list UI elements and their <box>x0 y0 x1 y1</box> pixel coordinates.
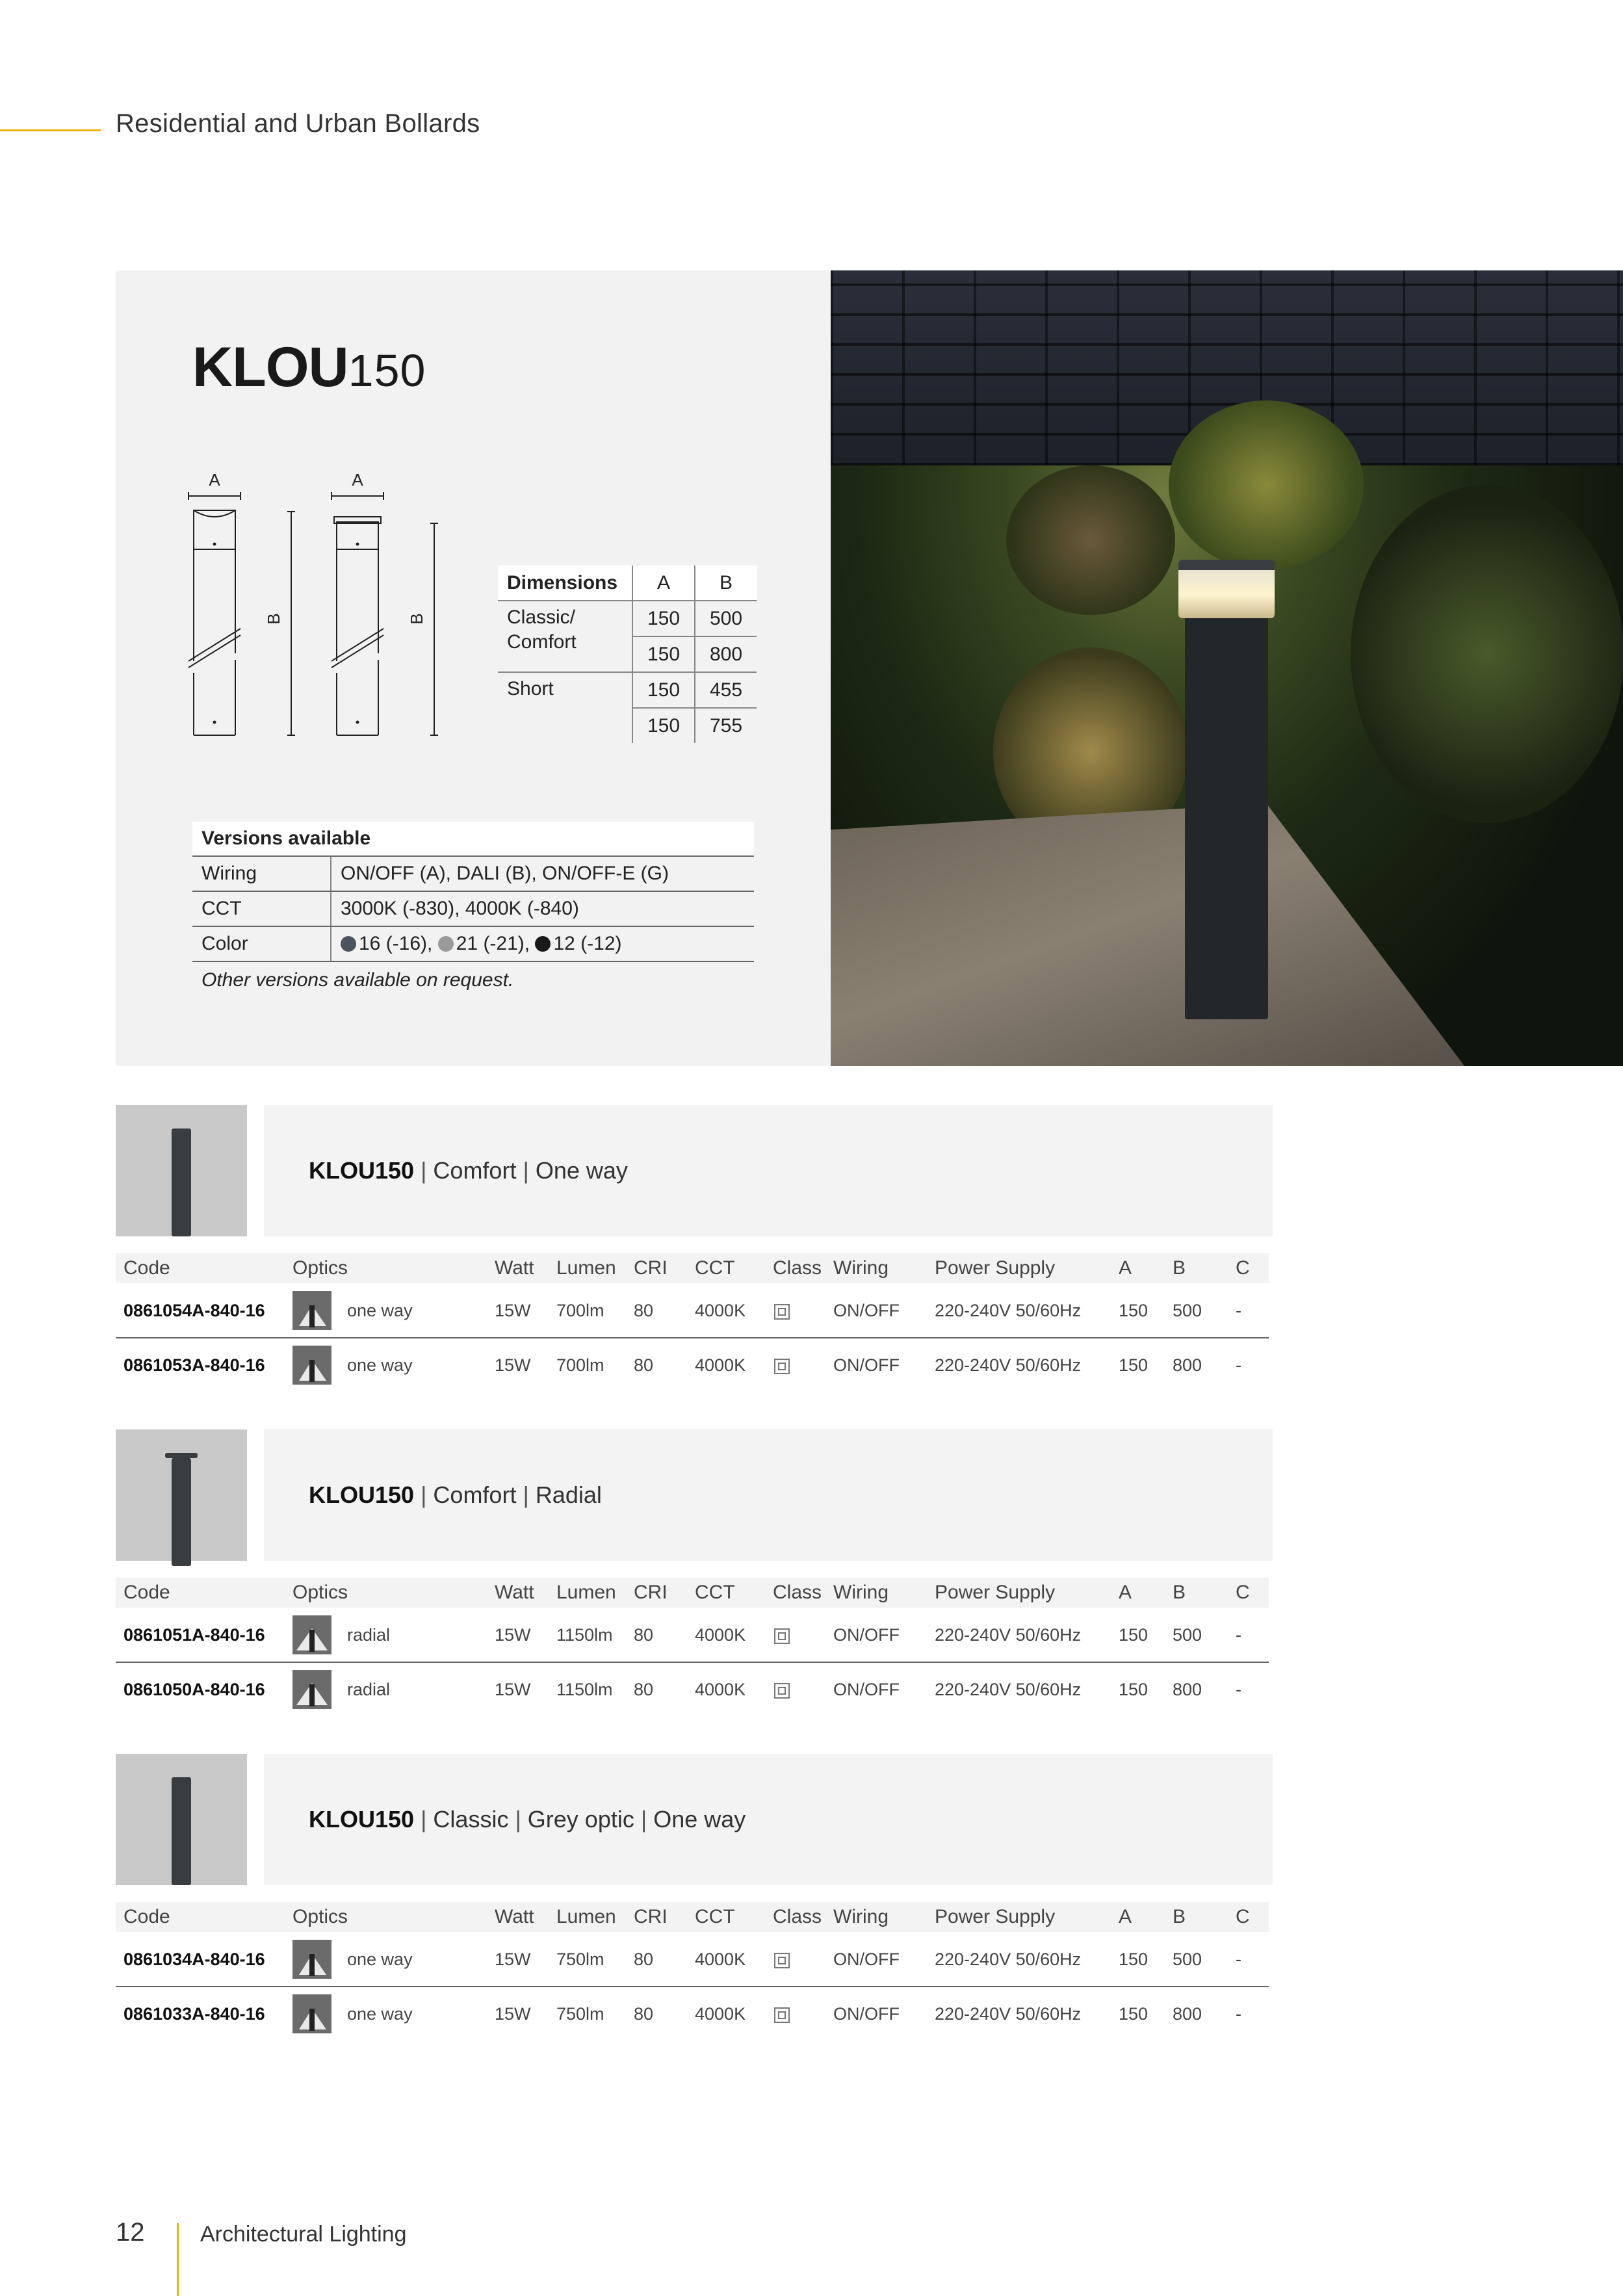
spec-column-header: CRI <box>634 1257 668 1279</box>
spec-column-header: Code <box>123 1257 170 1279</box>
page-number: 12 <box>116 2218 145 2247</box>
spec-column-header: Optics <box>292 1257 348 1279</box>
footer-text: Architectural Lighting <box>200 2222 407 2247</box>
spec-cell: 80 <box>634 1355 654 1375</box>
spec-column-header: CCT <box>695 1906 735 1927</box>
spec-cell: 4000K <box>695 1625 746 1645</box>
spec-cell: 15W <box>495 1950 531 1969</box>
class-ii-icon <box>774 1304 790 1320</box>
spec-cell: 150 <box>1119 1301 1149 1320</box>
shrub <box>1006 465 1175 615</box>
section-title-product: KLOU150 <box>309 1157 415 1184</box>
spec-row <box>116 1283 1269 1338</box>
spec-cell: 500 <box>1173 1950 1202 1969</box>
spec-cell: 700lm <box>556 1355 604 1375</box>
dim-group-label: Short <box>507 678 554 699</box>
spec-column-header: Power Supply <box>935 1582 1056 1603</box>
spec-column-header: CCT <box>695 1257 735 1279</box>
spec-cell: 700lm <box>556 1301 604 1320</box>
spec-cell: 150 <box>1119 1625 1149 1645</box>
spec-column-header: Wiring <box>833 1906 889 1927</box>
spec-column-header: Watt <box>495 1257 534 1279</box>
dim-label-a: A <box>352 470 363 489</box>
spec-cell: 220-240V 50/60Hz <box>935 1355 1082 1375</box>
spec-column-header: A <box>1119 1257 1132 1279</box>
spec-cell: 220-240V 50/60Hz <box>935 1625 1082 1645</box>
spec-cell: - <box>1236 1625 1241 1645</box>
spec-cell: 750lm <box>556 1950 604 1969</box>
spec-cell: - <box>1236 1680 1241 1699</box>
section-title-part: Classic <box>433 1806 509 1833</box>
spec-cell: ON/OFF <box>833 1950 900 1969</box>
dimensions-table <box>498 566 757 743</box>
title-separator: | <box>640 1806 647 1833</box>
product-title: KLOU150 <box>192 336 426 398</box>
spec-cell: 1150lm <box>556 1625 613 1645</box>
versions-note: Other versions available on request. <box>201 969 514 991</box>
spec-cell: ON/OFF <box>833 2004 900 2024</box>
section-title <box>309 1481 602 1509</box>
dim-cell: 755 <box>695 708 757 743</box>
dimension-drawing <box>182 465 455 744</box>
spec-column-header: Power Supply <box>935 1906 1056 1927</box>
color-label: 21 (-21), <box>456 933 530 954</box>
bollard-thumbnail <box>172 1777 191 1885</box>
spec-cell: - <box>1236 1355 1241 1375</box>
section-title <box>309 1157 628 1184</box>
spec-column-header: Power Supply <box>935 1257 1056 1279</box>
spec-column-header: Watt <box>495 1582 534 1603</box>
spec-cell: 80 <box>634 1625 654 1645</box>
versions-row <box>192 857 754 892</box>
color-options <box>331 927 622 961</box>
product-photo <box>831 270 1623 1066</box>
spec-table-header <box>116 1902 1269 1932</box>
versions-row <box>192 892 754 927</box>
spec-column-header: Lumen <box>556 1582 616 1603</box>
class-ii-icon <box>774 2007 790 2023</box>
section-title <box>309 1806 746 1833</box>
spec-cell: 220-240V 50/60Hz <box>935 1680 1082 1699</box>
optic-label: one way <box>347 1355 413 1375</box>
header-accent-line <box>0 129 101 131</box>
color-swatch <box>438 936 454 952</box>
spec-row <box>116 1608 1269 1662</box>
versions-key: Wiring <box>192 857 331 891</box>
spec-column-header: Lumen <box>556 1906 616 1927</box>
spec-cell: ON/OFF <box>833 1301 900 1320</box>
spec-column-header: B <box>1173 1257 1186 1279</box>
spec-cell: 4000K <box>695 1301 746 1320</box>
spec-row <box>116 1338 1269 1392</box>
spec-column-header: CRI <box>634 1906 668 1927</box>
spec-column-header: C <box>1236 1582 1250 1603</box>
spec-cell: 15W <box>495 1680 531 1699</box>
spec-column-header: Optics <box>292 1906 348 1927</box>
section-title-product: KLOU150 <box>309 1481 415 1508</box>
shrub <box>1351 485 1623 823</box>
product-code: 0861033A-840-16 <box>123 2004 265 2024</box>
dim-label-b: B <box>407 613 426 625</box>
spec-column-header: Class <box>773 1906 822 1927</box>
spec-column-header: Class <box>773 1257 822 1279</box>
spec-cell: 800 <box>1173 1680 1202 1699</box>
spec-cell: 15W <box>495 1625 531 1645</box>
dim-cell: 150 <box>632 708 695 743</box>
color-swatch <box>341 936 356 952</box>
spec-column-header: Watt <box>495 1906 534 1927</box>
bollard-thumbnail <box>172 1128 191 1236</box>
spec-cell: 500 <box>1173 1301 1202 1320</box>
title-separator: | <box>421 1806 427 1833</box>
product-code: 0861053A-840-16 <box>123 1355 265 1375</box>
spec-cell: 150 <box>1119 1950 1149 1969</box>
section-title-part: Grey optic <box>527 1806 634 1833</box>
spec-cell: 150 <box>1119 2004 1149 2024</box>
dim-cell: 500 <box>695 601 757 636</box>
spec-column-header: C <box>1236 1257 1250 1279</box>
bollard-cap <box>165 1453 198 1458</box>
spec-cell: 150 <box>1119 1355 1149 1375</box>
spec-cell: 4000K <box>695 1950 746 1969</box>
class-ii-icon <box>774 1628 790 1644</box>
spec-column-header: A <box>1119 1582 1132 1603</box>
section-title-part: Radial <box>535 1481 602 1508</box>
optic-icon <box>292 1291 331 1330</box>
spec-column-header: Wiring <box>833 1257 889 1279</box>
spec-column-header: C <box>1236 1906 1250 1927</box>
class-ii-icon <box>774 1953 790 1968</box>
bollard-body <box>1185 564 1268 1019</box>
dim-cell: 455 <box>695 672 757 708</box>
title-separator: | <box>523 1157 529 1184</box>
optic-icon <box>292 1670 331 1709</box>
spec-cell: 220-240V 50/60Hz <box>935 1301 1082 1320</box>
versions-key: CCT <box>192 892 331 926</box>
spec-cell: ON/OFF <box>833 1355 900 1375</box>
bollard-light-head <box>1178 560 1275 618</box>
dim-cell: 150 <box>632 672 695 708</box>
dim-group-label: Classic/ Comfort <box>498 601 632 672</box>
spec-column-header: A <box>1119 1906 1132 1927</box>
spec-cell: 15W <box>495 1301 531 1320</box>
title-separator: | <box>515 1806 521 1833</box>
shrub <box>1169 400 1364 569</box>
optic-icon <box>292 1994 331 2033</box>
page-header-title: Residential and Urban Bollards <box>116 109 480 138</box>
section-thumbnail <box>116 1105 247 1236</box>
spec-cell: 800 <box>1173 1355 1202 1375</box>
section-title-part: One way <box>653 1806 746 1833</box>
dim-label-b: B <box>264 613 283 625</box>
product-code: 0861050A-840-16 <box>123 1680 265 1699</box>
section-thumbnail <box>116 1429 247 1561</box>
versions-title: Versions available <box>192 822 754 857</box>
section-title-part: Comfort <box>433 1157 517 1184</box>
spec-cell: 80 <box>634 1301 654 1320</box>
footer-accent-line <box>177 2223 179 2296</box>
class-ii-icon <box>774 1683 790 1699</box>
optic-label: radial <box>347 1680 391 1699</box>
dim-cell: 150 <box>632 636 695 672</box>
spec-cell: - <box>1236 2004 1241 2024</box>
section-title-part: One way <box>535 1157 628 1184</box>
color-label: 16 (-16), <box>359 933 433 954</box>
spec-column-header: CRI <box>634 1582 668 1603</box>
spec-cell: 80 <box>634 1950 654 1969</box>
spec-table-header <box>116 1253 1269 1283</box>
spec-cell: 800 <box>1173 2004 1202 2024</box>
optic-label: one way <box>347 1301 413 1320</box>
spec-column-header: Optics <box>292 1582 348 1603</box>
bollard-thumbnail <box>172 1458 191 1566</box>
spec-column-header: B <box>1173 1906 1186 1927</box>
spec-column-header: Code <box>123 1582 170 1603</box>
spec-cell: 220-240V 50/60Hz <box>935 1950 1082 1969</box>
spec-row <box>116 1932 1269 1987</box>
spec-cell: 4000K <box>695 1680 746 1699</box>
optic-label: one way <box>347 2004 413 2024</box>
optic-icon <box>292 1615 331 1654</box>
dim-cell: 150 <box>632 601 695 636</box>
spec-row <box>116 1987 1269 2041</box>
dim-header: Dimensions <box>498 566 632 601</box>
spec-column-header: CCT <box>695 1582 735 1603</box>
spec-column-header: Code <box>123 1906 170 1927</box>
dim-label-a: A <box>209 470 220 489</box>
optic-label: one way <box>347 1950 413 1969</box>
product-code: 0861034A-840-16 <box>123 1950 265 1969</box>
spec-column-header: Lumen <box>556 1257 616 1279</box>
title-separator: | <box>523 1481 529 1508</box>
versions-key: Color <box>192 927 331 961</box>
spec-column-header: Wiring <box>833 1582 889 1603</box>
versions-row <box>192 927 754 962</box>
optic-icon <box>292 1346 331 1385</box>
versions-table <box>192 822 754 998</box>
title-separator: | <box>421 1157 427 1184</box>
class-ii-icon <box>774 1359 790 1374</box>
spec-cell: ON/OFF <box>833 1680 900 1699</box>
spec-cell: 80 <box>634 2004 654 2024</box>
section-title-product: KLOU150 <box>309 1806 415 1833</box>
title-separator: | <box>421 1481 427 1508</box>
versions-value: ON/OFF (A), DALI (B), ON/OFF-E (G) <box>341 863 669 884</box>
versions-value: 3000K (-830), 4000K (-840) <box>341 898 579 919</box>
spec-cell: 750lm <box>556 2004 604 2024</box>
spec-row <box>116 1662 1269 1717</box>
dim-cell: 800 <box>695 636 757 672</box>
spec-cell: 80 <box>634 1680 654 1699</box>
spec-cell: 500 <box>1173 1625 1202 1645</box>
section-thumbnail <box>116 1754 247 1885</box>
dim-header: A <box>632 566 695 601</box>
optic-label: radial <box>347 1625 391 1645</box>
spec-cell: 220-240V 50/60Hz <box>935 2004 1082 2024</box>
spec-cell: 15W <box>495 1355 531 1375</box>
spec-cell: 150 <box>1119 1680 1149 1699</box>
spec-column-header: B <box>1173 1582 1186 1603</box>
spec-cell: 1150lm <box>556 1680 613 1699</box>
spec-cell: 4000K <box>695 1355 746 1375</box>
spec-cell: - <box>1236 1301 1241 1320</box>
spec-cell: 15W <box>495 2004 531 2024</box>
optic-icon <box>292 1940 331 1979</box>
section-title-part: Comfort <box>433 1481 517 1508</box>
product-code: 0861051A-840-16 <box>123 1625 265 1645</box>
spec-table-header <box>116 1578 1269 1608</box>
color-label: 12 (-12) <box>553 933 622 954</box>
spec-cell: - <box>1236 1950 1241 1969</box>
spec-cell: 4000K <box>695 2004 746 2024</box>
color-swatch <box>535 936 551 952</box>
spec-cell: ON/OFF <box>833 1625 900 1645</box>
spec-column-header: Class <box>773 1582 822 1603</box>
dim-header: B <box>695 566 757 601</box>
product-code: 0861054A-840-16 <box>123 1301 265 1320</box>
